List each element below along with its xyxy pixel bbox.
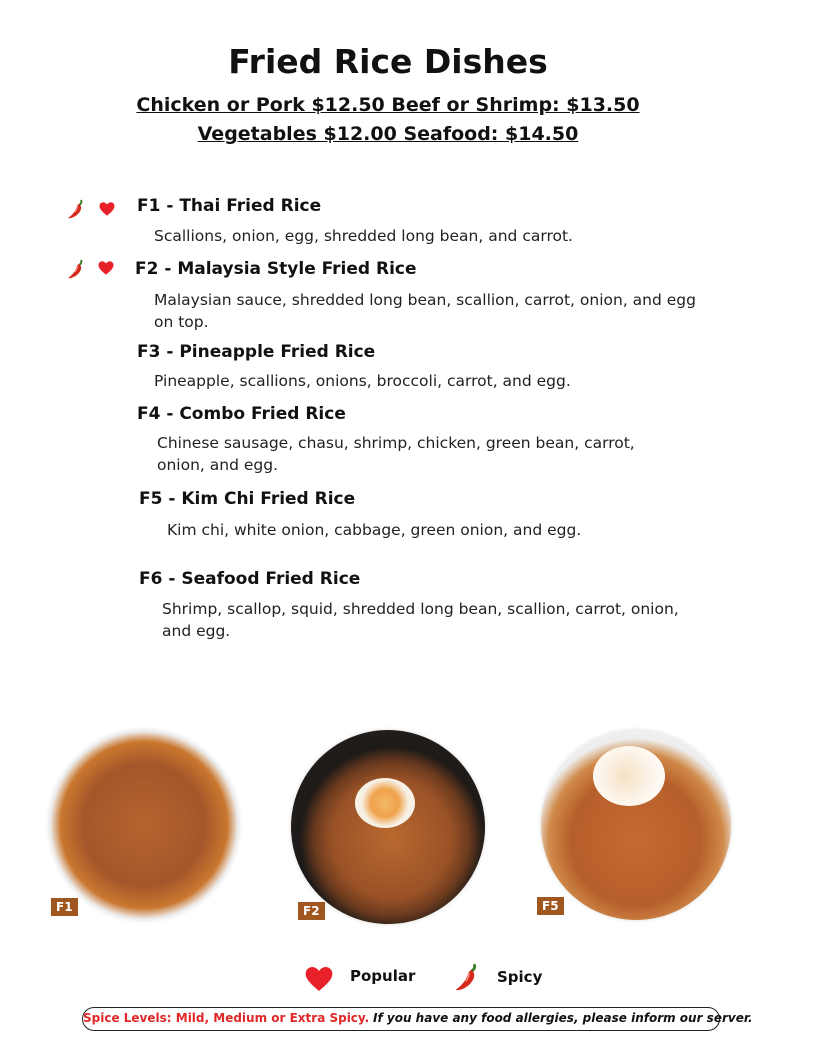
heart-icon [302,963,336,995]
price-line-2: Vegetables $12.00 Seafood: $14.50 [197,123,579,145]
menu-item-description: Shrimp, scallop, squid, shredded long bean, scallion, carrot, onion, and egg. [162,600,679,640]
page-title: Fried Rice Dishes [228,42,548,81]
heart-icon [96,259,116,277]
fried-egg-shape [355,778,415,828]
menu-item-description: Kim chi, white onion, cabbage, green onion, and egg. [167,521,582,539]
photo-tag: F5 [537,897,564,915]
f2-dish-photo [291,730,485,924]
chili-pepper-icon [64,197,88,221]
f5-dish-photo [541,730,731,920]
chili-pepper-icon [64,257,88,281]
chili-pepper-icon [450,959,484,995]
menu-item-description: Chinese sausage, chasu, shrimp, chicken, green bean, carrot, onion, and egg. [157,434,635,474]
menu-item-description: Malaysian sauce, shredded long bean, scallion, carrot, onion, and egg on top. [154,291,696,331]
menu-item-description: Pineapple, scallions, onions, broccoli, carrot, and egg. [154,372,571,390]
heart-icon [97,200,117,218]
menu-item-name: F2 - Malaysia Style Fried Rice [135,259,417,279]
menu-item-name: F4 - Combo Fried Rice [137,404,346,424]
menu-item-name: F1 - Thai Fried Rice [137,196,322,216]
photo-tag: F1 [51,898,78,916]
price-line-1: Chicken or Pork $12.50 Beef or Shrimp: $13.50 [136,94,640,116]
menu-item-name: F3 - Pineapple Fried Rice [137,342,376,362]
legend-spicy-label: Spicy [497,968,543,986]
allergy-text: If you have any food allergies, please inform our server. [373,1011,753,1025]
menu-item-name: F6 - Seafood Fried Rice [139,569,361,589]
menu-item-name: F5 - Kim Chi Fried Rice [139,489,356,509]
photo-tag: F2 [298,902,325,920]
spice-levels-text: Spice Levels: Mild, Medium or Extra Spicy. [83,1011,370,1025]
fried-egg-shape [593,746,665,806]
menu-item-description: Scallions, onion, egg, shredded long bean, and carrot. [154,227,573,245]
allergy-note [82,1007,753,1031]
f1-dish-photo [49,730,239,920]
legend-popular-label: Popular [350,967,416,985]
